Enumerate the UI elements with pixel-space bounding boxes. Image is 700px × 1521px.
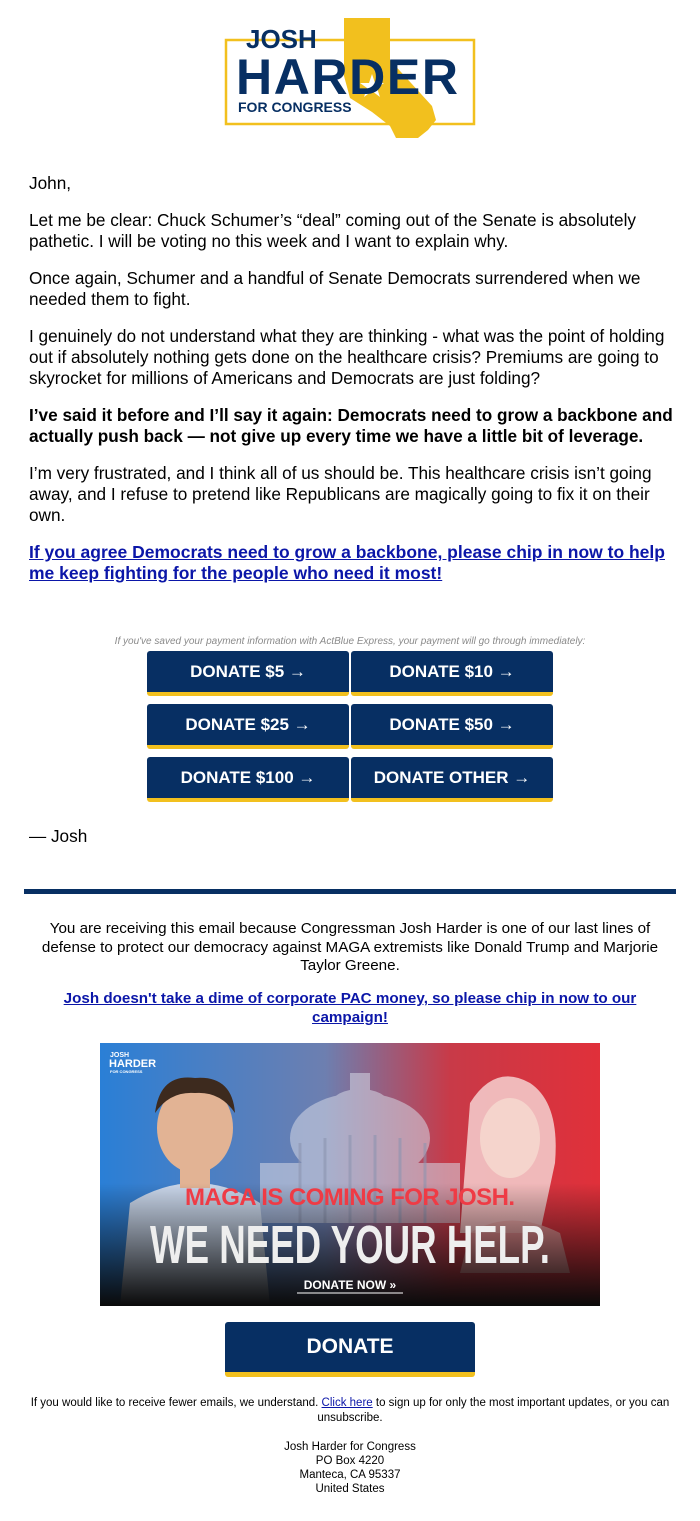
- mailing-address: [24, 1440, 676, 1496]
- donate-other-button[interactable]: DONATE OTHER →: [351, 757, 553, 802]
- address-line: United States: [315, 1483, 385, 1495]
- logo-line2: HARDER: [236, 49, 458, 105]
- greeting: John,: [29, 173, 72, 193]
- josh-harder-logo: [222, 14, 480, 142]
- donate-10-button[interactable]: DONATE $10 →: [351, 651, 553, 696]
- signoff: — Josh: [29, 826, 88, 846]
- donate-button[interactable]: DONATE: [225, 1322, 475, 1377]
- paragraph-3: I genuinely do not understand what they are thinking - what was the point of holding out if absolutely nothing gets done on the healthcare crisis? Premiums are going to skyrocket for millions of Americans and Democrats are just folding?: [29, 326, 665, 388]
- unsubscribe-note: [24, 1396, 676, 1425]
- unsub-text-after: to sign up for only the most important updates, or you can unsubscribe.: [317, 1397, 670, 1424]
- donate-banner[interactable]: [100, 1043, 600, 1306]
- banner-headline-2: WE NEED YOUR HELP.: [150, 1215, 550, 1275]
- banner-logo-line3: FOR CONGRESS: [110, 1069, 143, 1074]
- logo-line1: JOSH: [246, 24, 317, 54]
- donate-100-button[interactable]: DONATE $100 →: [147, 757, 349, 802]
- unsub-text-before: If you would like to receive fewer emails, we understand.: [30, 1397, 322, 1409]
- paragraph-5: I’m very frustrated, and I think all of us should be. This healthcare crisis isn’t going away, and I refuse to pretend like Republicans are magically going to fix it on their own.: [29, 463, 652, 525]
- fewer-emails-link[interactable]: Click here: [321, 1397, 373, 1409]
- banner-logo-line2: HARDER: [109, 1058, 157, 1070]
- donate-25-button[interactable]: DONATE $25 →: [147, 704, 349, 749]
- paragraph-1: Let me be clear: Chuck Schumer’s “deal” coming out of the Senate is absolutely pathetic. I will be voting no this week and I want to explain why.: [29, 210, 636, 251]
- email-body: [29, 173, 677, 600]
- banner-headline-1: MAGA IS COMING FOR JOSH.: [185, 1184, 515, 1211]
- donate-5-button[interactable]: DONATE $5 →: [147, 651, 349, 696]
- address-line: Josh Harder for Congress: [284, 1441, 416, 1453]
- actblue-note: If you've saved your payment information with ActBlue Express, your payment will go through immediately:: [114, 636, 586, 647]
- address-line: Manteca, CA 95337: [299, 1469, 401, 1481]
- paragraph-2: Once again, Schumer and a handful of Senate Democrats surrendered when we needed them to fight.: [29, 268, 641, 309]
- footer-reason: You are receiving this email because Congressman Josh Harder is one of our last lines of defense to protect our democracy against MAGA extremists like Donald Trump and Marjorie Taylor Greene.: [41, 920, 659, 974]
- banner-logo-line1: JOSH: [110, 1052, 130, 1059]
- cta-link[interactable]: If you agree Democrats need to grow a backbone, please chip in now to help me keep fighting for the people who need it most!: [29, 542, 665, 583]
- logo-line3: FOR CONGRESS: [238, 99, 352, 115]
- divider: [24, 889, 676, 894]
- pac-link[interactable]: Josh doesn't take a dime of corporate PAC money, so please chip in now to our campaign!: [63, 990, 637, 1026]
- donate-50-button[interactable]: DONATE $50 →: [351, 704, 553, 749]
- bold-paragraph: I’ve said it before and I’ll say it again: Democrats need to grow a backbone and actually push back — not give up every time we have a little bit of leverage.: [29, 405, 673, 446]
- banner-cta: DONATE NOW »: [303, 1278, 397, 1292]
- address-line: PO Box 4220: [315, 1455, 385, 1467]
